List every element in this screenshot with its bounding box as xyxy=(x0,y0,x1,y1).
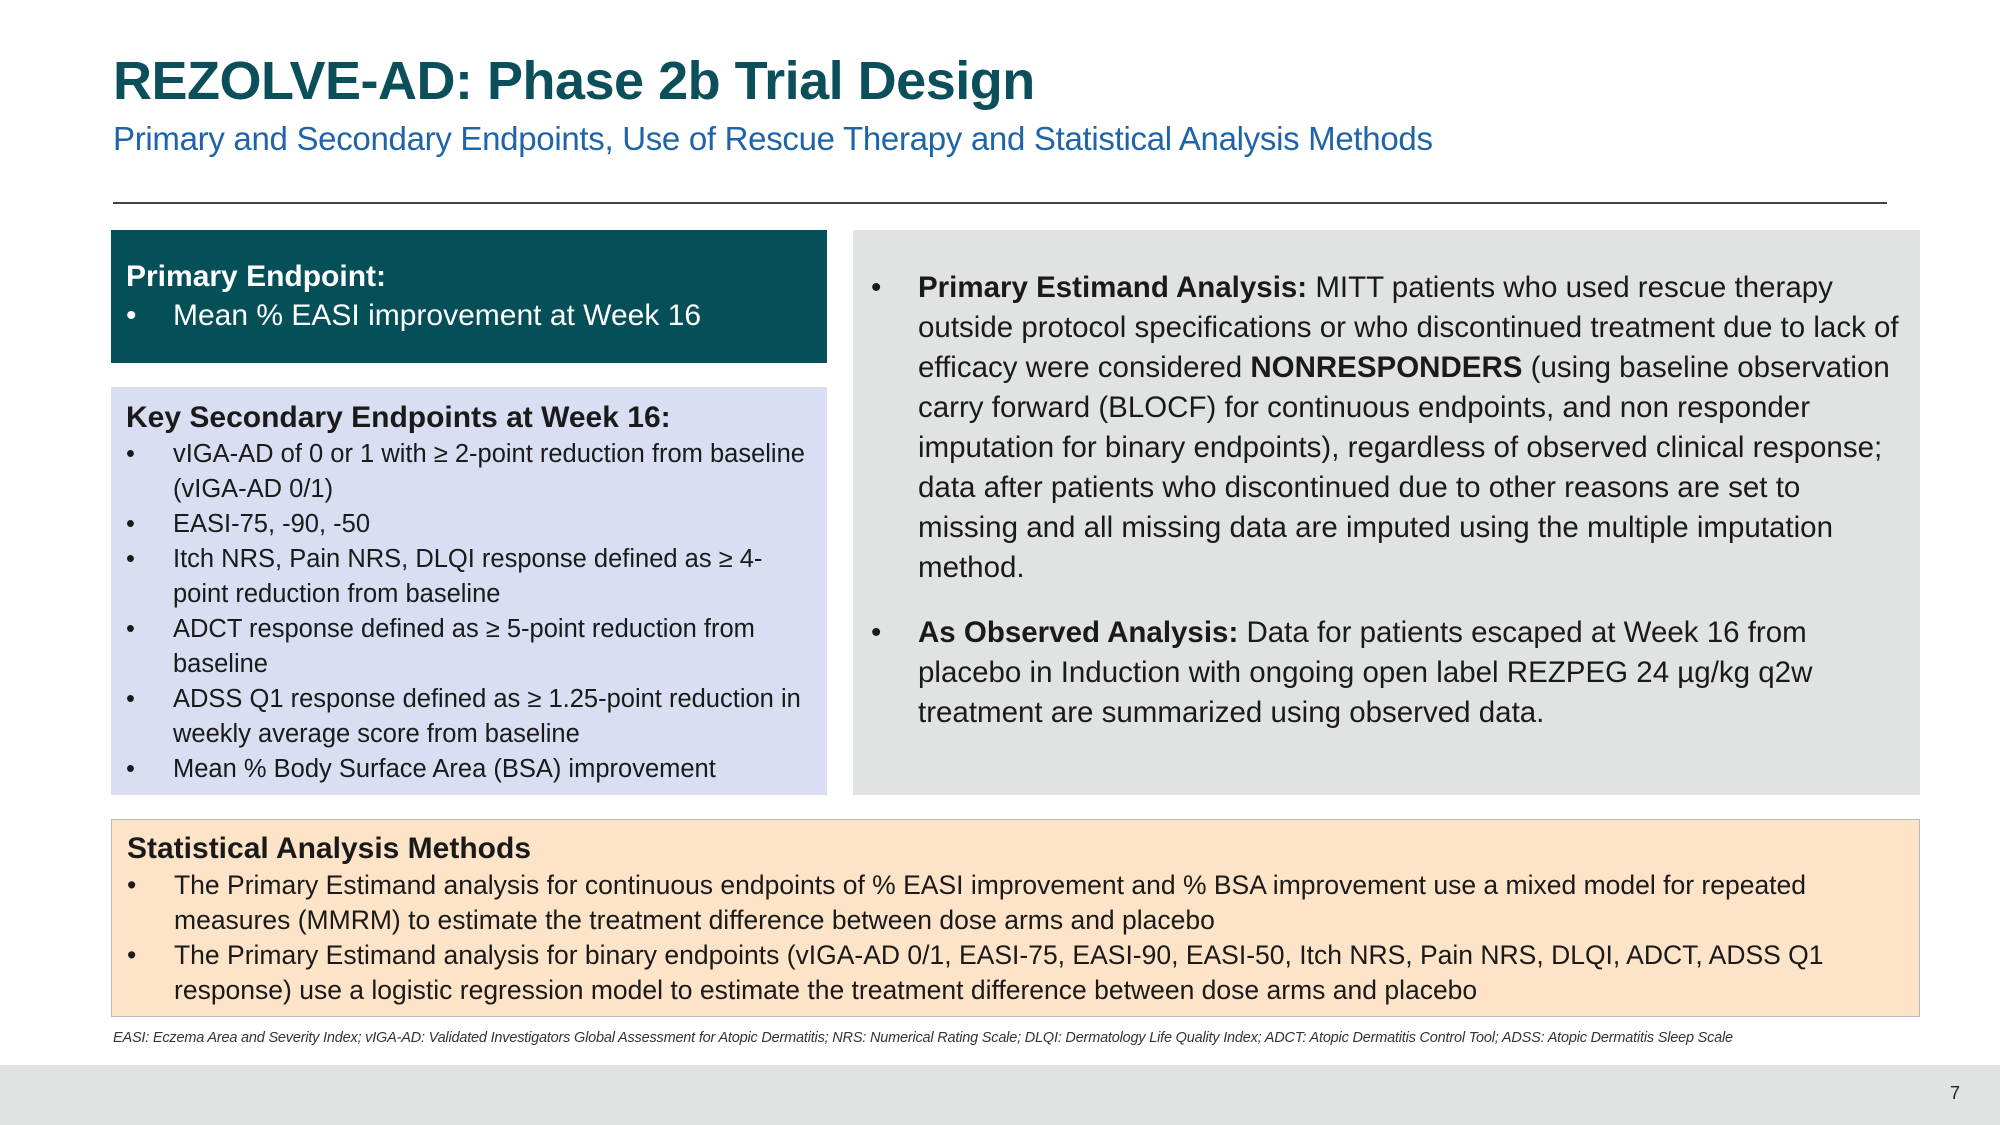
list-item xyxy=(126,682,812,752)
primary-estimand-text-a: MITT patients who used rescue therapy outside protocol specifications or who discontinued treatment due to lack of efficacy were considered xyxy=(918,271,1899,384)
secondary-endpoint-item: vIGA-AD of 0 or 1 with ≥ 2-point reduction from baseline (vIGA-AD 0/1) xyxy=(173,440,805,503)
primary-estimand-text-b: (using baseline observation carry forward (BLOCF) for continuous endpoints, and non responder imputation for binary endpoints), regardless of observed clinical response; data after patients who discontinued due to other reasons are set to missing and all missing data are imputed using the multiple imputation method. xyxy=(918,351,1890,584)
secondary-endpoints-list xyxy=(126,437,812,787)
title-divider xyxy=(113,202,1887,204)
primary-endpoint-list xyxy=(126,296,812,336)
list-item xyxy=(871,268,1900,588)
bullet-icon: • xyxy=(126,755,135,783)
slide-subtitle: Primary and Secondary Endpoints, Use of Rescue Therapy and Statistical Analysis Methods xyxy=(113,120,1433,157)
estimand-list xyxy=(871,268,1900,733)
slide-title: REZOLVE-AD: Phase 2b Trial Design xyxy=(113,51,1035,111)
primary-endpoint-item: Mean % EASI improvement at Week 16 xyxy=(173,299,702,332)
list-item xyxy=(126,612,812,682)
secondary-endpoints-box xyxy=(111,387,827,795)
statistical-methods-box xyxy=(111,819,1920,1017)
observed-analysis-label: As Observed Analysis: xyxy=(918,616,1239,649)
list-item xyxy=(126,437,812,507)
bullet-icon: • xyxy=(126,685,135,713)
statistical-method-item: The Primary Estimand analysis for binary endpoints (vIGA-AD 0/1, EASI-75, EASI-90, EASI-50, Itch NRS, Pain NRS, DLQI, ADCT, ADSS Q1 response) use a logistic regression model to estimate the treatment difference between dose arms and placebo xyxy=(174,940,1824,1005)
footer-bar xyxy=(0,1065,2000,1125)
bullet-icon: • xyxy=(126,510,135,538)
secondary-endpoint-item: Mean % Body Surface Area (BSA) improvement xyxy=(173,755,716,783)
statistical-method-item: The Primary Estimand analysis for continuous endpoints of % EASI improvement and % BSA improvement use a mixed model for repeated measures (MMRM) to estimate the treatment difference between dose arms and placebo xyxy=(174,870,1807,935)
list-item xyxy=(871,613,1900,733)
bullet-icon: • xyxy=(126,299,137,332)
statistical-methods-list xyxy=(127,868,1904,1008)
bullet-icon: • xyxy=(126,545,135,573)
bullet-icon: • xyxy=(127,870,137,900)
secondary-endpoint-item: Itch NRS, Pain NRS, DLQI response defined as ≥ 4-point reduction from baseline xyxy=(173,545,763,608)
secondary-endpoint-item: ADSS Q1 response defined as ≥ 1.25-point reduction in weekly average score from baseline xyxy=(173,685,801,748)
secondary-endpoint-item: ADCT response defined as ≥ 5-point reduction from baseline xyxy=(173,615,755,678)
list-item xyxy=(126,296,812,336)
list-item xyxy=(127,868,1904,938)
statistical-methods-heading: Statistical Analysis Methods xyxy=(127,832,532,865)
list-item xyxy=(126,752,812,787)
list-item xyxy=(126,507,812,542)
abbreviations-footnote: EASI: Eczema Area and Severity Index; vIGA-AD: Validated Investigators Global Assessment for Atopic Dermatitis; NRS: Numerical Rating Scale; DLQI: Dermatology Life Quality Index; ADCT: Atopic Dermatitis Control Tool; ADSS: Atopic Dermatitis Sleep Scale xyxy=(113,1030,1733,1046)
bullet-icon: • xyxy=(871,271,882,304)
page-number: 7 xyxy=(1949,1083,1960,1103)
bullet-icon: • xyxy=(126,440,135,468)
secondary-endpoint-item: EASI-75, -90, -50 xyxy=(173,510,371,538)
primary-endpoint-heading: Primary Endpoint: xyxy=(126,260,387,293)
nonresponders-emphasis: NONRESPONDERS xyxy=(1250,351,1523,384)
list-item xyxy=(126,542,812,612)
bullet-icon: • xyxy=(127,940,137,970)
primary-estimand-label: Primary Estimand Analysis: xyxy=(918,271,1308,304)
bullet-icon: • xyxy=(871,616,882,649)
list-item xyxy=(127,938,1904,1008)
primary-endpoint-box xyxy=(111,230,827,363)
secondary-endpoints-heading: Key Secondary Endpoints at Week 16: xyxy=(126,401,671,434)
bullet-icon: • xyxy=(126,615,135,643)
observed-analysis-text: Data for patients escaped at Week 16 from placebo in Induction with ongoing open label REZPEG 24 µg/kg q2w treatment are summarized using observed data. xyxy=(918,616,1813,729)
estimand-analysis-box xyxy=(853,230,1920,795)
